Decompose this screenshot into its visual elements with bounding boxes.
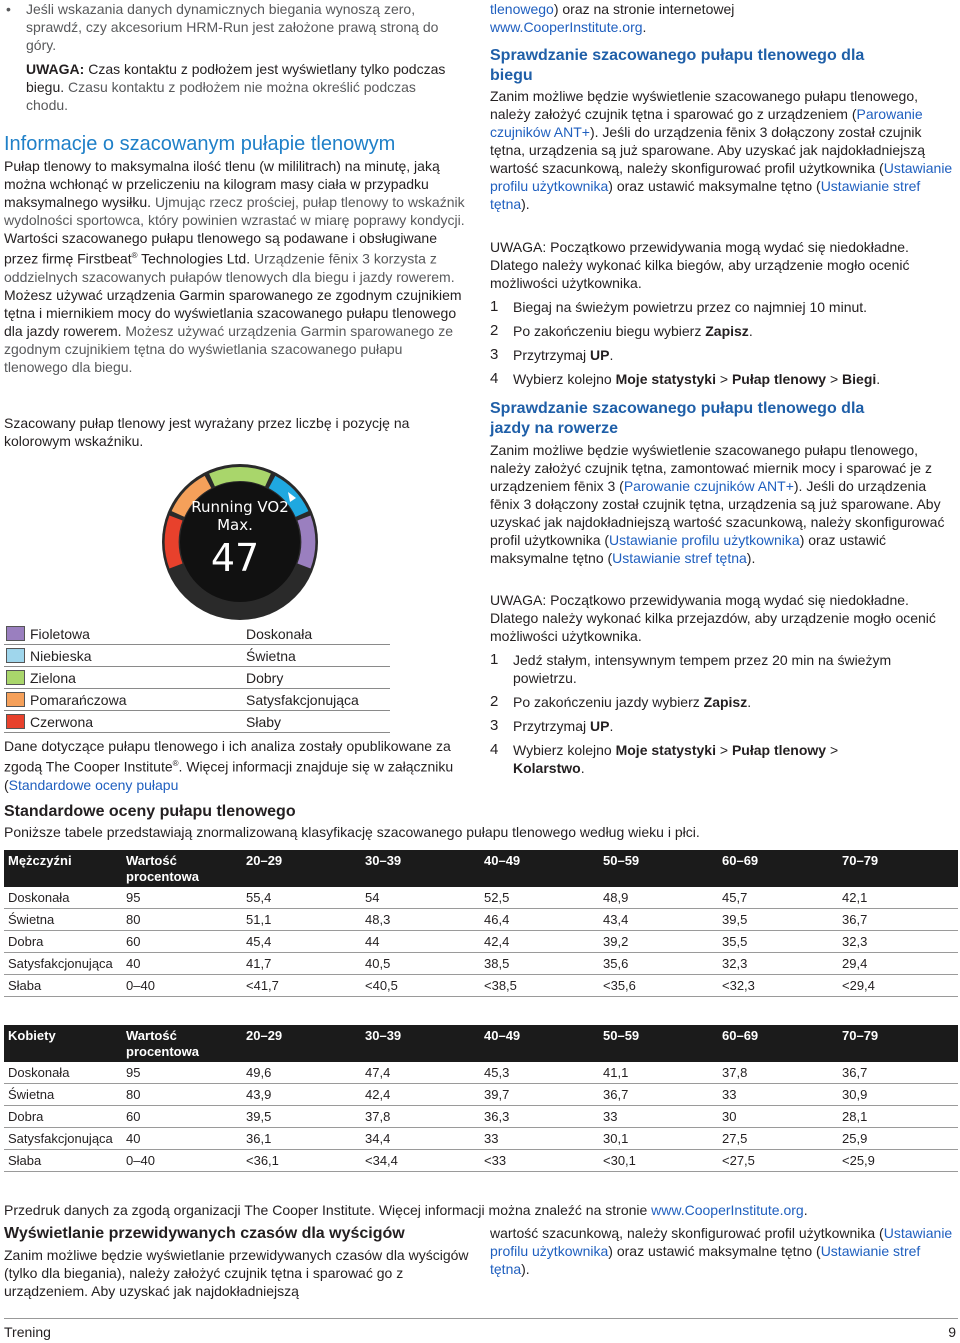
up-key: UP [590,718,610,734]
cooper-url-link[interactable]: www.CooperInstitute.org [490,19,643,35]
run-note-label: UWAGA: [490,239,547,255]
watch-vo2-display [160,462,320,622]
table-cell: <27,5 [718,1150,838,1172]
table-cell: 35,5 [718,931,838,953]
women-vo2-table [4,1025,958,1172]
table-row [4,1128,958,1150]
table-cell: 33 [599,1106,718,1128]
vo2-p1-d: Technologies Ltd. [137,250,254,267]
table-cell: 38,5 [480,953,599,975]
run-p1-b: ). Jeśli do urządzenia fēnix 3 dołączony został czujnik tętna, urządzenia są już sparowane. Aby uzyskać jak najdokładniejszą wartość szacunkową, należy skonfigurować profil użytkownika ( [490,124,926,176]
bike-vo2-paragraph [490,441,958,567]
step-text: Po zakończeniu jazdy wybierz Zapisz. [513,694,752,710]
legend-color-name: Czerwona [30,714,94,730]
table-cell: 95 [122,887,242,909]
table-cell: 55,4 [242,887,361,909]
step-number: 1 [490,298,499,315]
table-header: Wartość procentowa [122,1025,242,1062]
ant-pairing-link[interactable]: Parowanie czujników ANT+ [623,478,794,494]
table-cell: Świetna [4,909,122,931]
data-note-b: . Więcej informacji znajduje się w załączniku ( [4,758,454,793]
run-p1-d: ). [521,196,530,212]
ant-pairing-link[interactable]: Parowanie czujników ANT+ [490,106,923,140]
step-text: Jedź stałym, intensywnym tempem przez 20 min na świeżym powietrzu. [513,652,892,686]
run-note [490,238,958,292]
gauge-segment-green [212,474,268,480]
bike-vo2-heading [490,399,958,439]
table-cell: Doskonała [4,1062,122,1084]
table-cell: 80 [122,1084,242,1106]
race-p-c: ) oraz ustawić maksymalne tętno ( [608,1243,821,1259]
table-header: 30–39 [361,850,480,887]
table-cell: 29,4 [838,953,958,975]
table-cell: 46,4 [480,909,599,931]
vo2-info-heading: Informacje o szacowanym pułapie tlenowym [4,133,396,155]
bike-heading-line1: Sprawdzanie szacowanego pułapu tlenowego dla [490,400,865,417]
table-cell: 34,4 [361,1128,480,1150]
table-cell: <35,6 [599,975,718,997]
table-cell: 36,3 [480,1106,599,1128]
footer-rule [4,1318,958,1319]
table-cell: 39,5 [718,909,838,931]
table-cell: 41,7 [242,953,361,975]
table-cell: 0–40 [122,1150,242,1172]
race-predictor-paragraph-right [490,1224,958,1278]
table-cell: <41,7 [242,975,361,997]
table-cell: 48,9 [599,887,718,909]
table-header: 70–79 [838,1025,958,1062]
table-header: 20–29 [242,850,361,887]
run-p1-c: ) oraz ustawić maksymalne tętno ( [608,178,821,194]
table-cell: 40 [122,953,242,975]
table-header: Mężczyźni [4,850,122,887]
table-cell: 27,5 [718,1128,838,1150]
table-cell: 60 [122,931,242,953]
table-cell: Słaba [4,1150,122,1172]
table-cell: 39,2 [599,931,718,953]
table-header: 60–69 [718,850,838,887]
swatch-purple [6,626,25,641]
standards-link-cont[interactable]: tlenowego [490,1,554,17]
table-cell: 30,1 [599,1128,718,1150]
hr-zones-link[interactable]: Ustawianie stref tętna [490,178,921,212]
legend-row [4,645,390,667]
table-cell: 44 [361,931,480,953]
table-cell: 30,9 [838,1084,958,1106]
vo2-p1-f: Możesz używać urządzenia Garmin sparowanego ze zgodnym czujnikiem tętna i miernikiem mocy do wyświetlania szacowanego pułapu tlenowego dla jazdy rowerem. [4,286,462,339]
table-cell: 48,3 [361,909,480,931]
table-cell: 42,1 [838,887,958,909]
table-cell: Satysfakcjonująca [4,953,122,975]
table-cell: <30,1 [599,1150,718,1172]
legend-rating: Dobry [246,670,284,686]
table-cell: 43,9 [242,1084,361,1106]
table-cell: Satysfakcjonująca [4,1128,122,1150]
step-text: Przytrzymaj UP. [513,718,614,734]
watch-label-line1: Running VO2 [191,498,289,516]
continued-text [490,0,958,36]
run-heading-line1: Sprawdzanie szacowanego pułapu tlenowego dla [490,47,865,64]
table-cell: 37,8 [361,1106,480,1128]
table-row [4,887,958,909]
menu-vo2: Pułap tlenowy [731,371,827,387]
table-header: 70–79 [838,850,958,887]
table-row [4,909,958,931]
table-cell: <36,1 [242,1150,361,1172]
table-cell: Dobra [4,1106,122,1128]
table-cell: 36,7 [599,1084,718,1106]
user-profile-link[interactable]: Ustawianie profilu użytkownika [490,160,953,194]
table-cell: 54 [361,887,480,909]
note-text-a: Czas kontaktu z podłożem jest wyświetlany tylko podczas biegu. [26,61,446,95]
table-header: 50–59 [599,1025,718,1062]
watch-vo2-value: 47 [210,536,260,580]
registered-mark: ® [131,251,138,260]
reprint-end: . [803,1202,808,1218]
bullet-item [6,0,456,54]
table-cell: 43,4 [599,909,718,931]
cooper-data-note [4,737,470,794]
table-header: 40–49 [480,850,599,887]
menu-vo2: Pułap tlenowy [731,742,827,758]
table-cell: <32,3 [718,975,838,997]
table-cell: 30 [718,1106,838,1128]
table-cell: 33 [480,1128,599,1150]
table-header: 40–49 [480,1025,599,1062]
menu-my-stats: Moje statystyki [615,742,716,758]
table-header: 50–59 [599,850,718,887]
table-cell: 52,5 [480,887,599,909]
men-vo2-table [4,850,958,997]
table-cell: 51,1 [242,909,361,931]
standards-heading: Standardowe oceny pułapu tlenowego [4,803,296,820]
table-row [4,953,958,975]
vo2-p1-a: Pułap tlenowy to maksymalna ilość tlenu (w mililitrach) na minutę, jaką można wchłonąć w przeliczeniu na kilogram masy ciała w przypadku maksymalnego wysiłku. [4,158,440,210]
table-cell: 32,3 [718,953,838,975]
registered-mark: ® [172,759,179,768]
table-header: 60–69 [718,1025,838,1062]
table-cell: 41,1 [599,1062,718,1084]
vo2-p1-c: Wartości szacowanego pułapu tlenowego są podawane i obsługiwane przez firmę Firstbeat [4,230,437,267]
table-header: Kobiety [4,1025,122,1062]
table-cell: 40,5 [361,953,480,975]
vo2-p1-e: Urządzenie fēnix 3 korzysta z oddzielnych szacowanych pułapów tlenowych dla biegu i jazdy rowerem. [4,250,455,285]
standards-link[interactable]: Standardowe oceny pułapu [8,776,179,793]
user-profile-link[interactable]: Ustawianie profilu użytkownika [490,1225,953,1259]
menu-running: Biegi [842,371,877,387]
legend-color-name: Zielona [30,670,76,686]
table-cell: 42,4 [361,1084,480,1106]
table-cell: 37,8 [718,1062,838,1084]
step-text: Wybierz kolejno Moje statystyki > Pułap tlenowy > Biegi. [513,371,881,387]
table-cell: 39,5 [242,1106,361,1128]
standards-intro: Poniższe tabele przedstawiają znormalizowaną klasyfikację szacowanego pułapu tlenowego według wieku i płci. [4,824,700,840]
swatch-blue [6,648,25,663]
legend-color-name: Fioletowa [30,626,90,642]
table-cell: 49,6 [242,1062,361,1084]
user-profile-link[interactable]: Ustawianie profilu użytkownika [609,532,800,548]
swatch-orange [6,692,25,707]
legend-color-name: Niebieska [30,648,92,664]
hr-zones-link[interactable]: Ustawianie stref tętna [490,1243,921,1277]
table-cell: 33 [718,1084,838,1106]
table-row [4,975,958,997]
legend-rating: Świetna [246,648,296,664]
swatch-red [6,714,25,729]
bike-p1-b: ). Jeśli do urządzenia fēnix 3 dołączony został czujnik tętna, urządzenia są już sparowane. Aby uzyskać jak najdokładniejszą wartość szacunkową, należy skonfigurować profil użytkownika ( [490,478,945,548]
step-number: 2 [490,322,499,339]
step-number: 1 [490,651,499,668]
bike-p1-a: Zanim możliwe będzie wyświetlenie szacowanego pułapu tlenowego, należy założyć czujnik tętna, zamontować miernik mocy i sparować je z urządzeniem fēnix 3 ( [490,442,932,494]
bullet-text: Jeśli wskazania danych dynamicznych biegania wynoszą zero, sprawdź, czy akcesorium HRM-Run jest założone prawą stroną do góry. [26,1,439,53]
race-p-b: wartość szacunkową, należy skonfigurować profil użytkownika ( [490,1225,884,1241]
table-cell: 39,7 [480,1084,599,1106]
vo2-info-paragraph [4,157,470,376]
note-label: UWAGA: [26,61,85,77]
legend-rating: Doskonała [246,626,313,642]
bike-note-text: Początkowo przewidywania mogą wydać się niedokładne. Dlatego należy wykonać kilka przejazdów, aby urządzenie mogło ocenić możliwości użytkownika. [490,592,936,644]
step-number: 2 [490,693,499,710]
legend-row [4,667,390,689]
step-number: 4 [490,741,499,758]
bullet-marker: • [6,1,11,17]
step-text: Przytrzymaj UP. [513,347,614,363]
table-cell: Słaba [4,975,122,997]
table-row [4,1150,958,1172]
table-cell: 80 [122,909,242,931]
table-cell: 36,1 [242,1128,361,1150]
table-cell: 60 [122,1106,242,1128]
run-p1-a: Zanim możliwe będzie wyświetlenie szacowanego pułapu tlenowego, należy założyć czujnik tętna i sparować go z urządzeniem ( [490,88,919,122]
step-text: Po zakończeniu biegu wybierz Zapisz. [513,323,753,339]
bike-heading-line2: jazdy na rowerze [490,420,619,437]
table-cell: 40 [122,1128,242,1150]
table-header: 20–29 [242,1025,361,1062]
step-number: 4 [490,370,499,387]
run-vo2-paragraph [490,87,958,213]
legend-rating: Satysfakcjonująca [246,692,359,708]
reprint-text: Przedruk danych za zgodą organizacji The Cooper Institute. Więcej informacji można znaleźć na stronie [4,1202,652,1218]
hr-zones-link[interactable]: Ustawianie stref tętna [612,550,747,566]
bike-note-label: UWAGA: [490,592,547,608]
table-row [4,1106,958,1128]
data-note-a: Dane dotyczące pułapu tlenowego i ich analiza zostały opublikowane za zgodą The Cooper Institute [4,738,451,775]
bike-p1-d: ). [746,550,756,566]
bike-p1-c: ) oraz ustawić maksymalne tętno ( [490,532,887,566]
footer-page-number: 9 [948,1324,956,1340]
step-number: 3 [490,717,499,734]
table-header: Wartość procentowa [122,850,242,887]
table-cell: <25,9 [838,1150,958,1172]
table-header-row [4,1025,958,1062]
table-cell: 35,6 [599,953,718,975]
table-cell: Świetna [4,1084,122,1106]
table-cell: <33 [480,1150,599,1172]
race-p-d: ). [521,1261,530,1277]
table-header: 30–39 [361,1025,480,1062]
table-cell: 36,7 [838,1062,958,1084]
table-cell: 25,9 [838,1128,958,1150]
note-text-b: Czasu kontaktu z podłożem nie można określić podczas chodu. [26,79,416,113]
table-cell: 32,3 [838,931,958,953]
legend-row [4,711,390,733]
up-key: UP [590,347,610,363]
cont-dot: . [642,19,647,35]
menu-my-stats: Moje statystyki [615,371,716,387]
footer-section: Trening [4,1324,51,1340]
table-cell: 0–40 [122,975,242,997]
save-option: Zapisz [705,323,749,339]
table-cell: 28,1 [838,1106,958,1128]
vo2-p1-g: Możesz używać urządzenia Garmin sparowanego ze zgodnym czujnikiem tętna do wyświetlania szacowanego pułapu tlenowego dla biegu. [4,322,453,375]
table-cell: Doskonała [4,887,122,909]
table-cell: 45,7 [718,887,838,909]
vo2-p1-b: Ujmując rzecz prościej, pułap tlenowy to wskaźnik wydolności sportowca, który powinien wzrastać w miarę poprawy kondycji. [4,194,465,228]
run-vo2-heading [490,46,958,86]
table-cell: 45,3 [480,1062,599,1084]
race-predictor-heading: Wyświetlanie przewidywanych czasów dla wyścigów [4,1225,405,1242]
cooper-url-link[interactable]: www.CooperInstitute.org [651,1202,804,1218]
table-row [4,931,958,953]
step-text: Biegaj na świeżym powietrzu przez co najmniej 10 minut. [513,299,868,315]
step-number: 3 [490,346,499,363]
legend-rating: Słaby [246,714,282,730]
table-cell: 47,4 [361,1062,480,1084]
table-cell: 42,4 [480,931,599,953]
table-cell: <38,5 [480,975,599,997]
run-note-text: Początkowo przewidywania mogą wydać się niedokładne. Dlatego należy wykonać kilka biegów, aby urządzenie mogło ocenić możliwości użytkownika. [490,239,910,291]
cont-text: ) oraz na stronie internetowej [553,1,735,17]
vo2-gauge-paragraph: Szacowany pułap tlenowy jest wyrażany przez liczbę i pozycję na kolorowym wskaźniku. [4,415,410,449]
table-cell: <29,4 [838,975,958,997]
legend-row [4,623,390,645]
save-option: Zapisz [703,694,748,710]
table-cell: <34,4 [361,1150,480,1172]
step-text: Wybierz kolejno Moje statystyki > Pułap tlenowy > Kolarstwo. [513,742,839,776]
legend-row [4,689,390,711]
table-cell: 36,7 [838,909,958,931]
table-cell: 45,4 [242,931,361,953]
table-row [4,1084,958,1106]
table-cell: <40,5 [361,975,480,997]
ground-contact-note [26,60,456,114]
table-cell: Dobra [4,931,122,953]
reprint-note [4,1201,958,1219]
table-cell: 95 [122,1062,242,1084]
run-heading-line2: biegu [490,67,533,84]
menu-cycling: Kolarstwo [513,760,581,776]
race-predictor-paragraph-left: Zanim możliwe będzie wyświetlanie przewidywanych czasów dla wyścigów (tylko dla biegania), należy założyć czujnik tętna i sparować go z urządzeniem. Aby uzyskać jak najdokładniejszą [4,1247,469,1299]
watch-label-line2: Max. [217,516,253,534]
table-row [4,1062,958,1084]
table-header-row [4,850,958,887]
swatch-green [6,670,25,685]
legend-color-name: Pomarańczowa [30,692,127,708]
bike-note [490,591,958,645]
